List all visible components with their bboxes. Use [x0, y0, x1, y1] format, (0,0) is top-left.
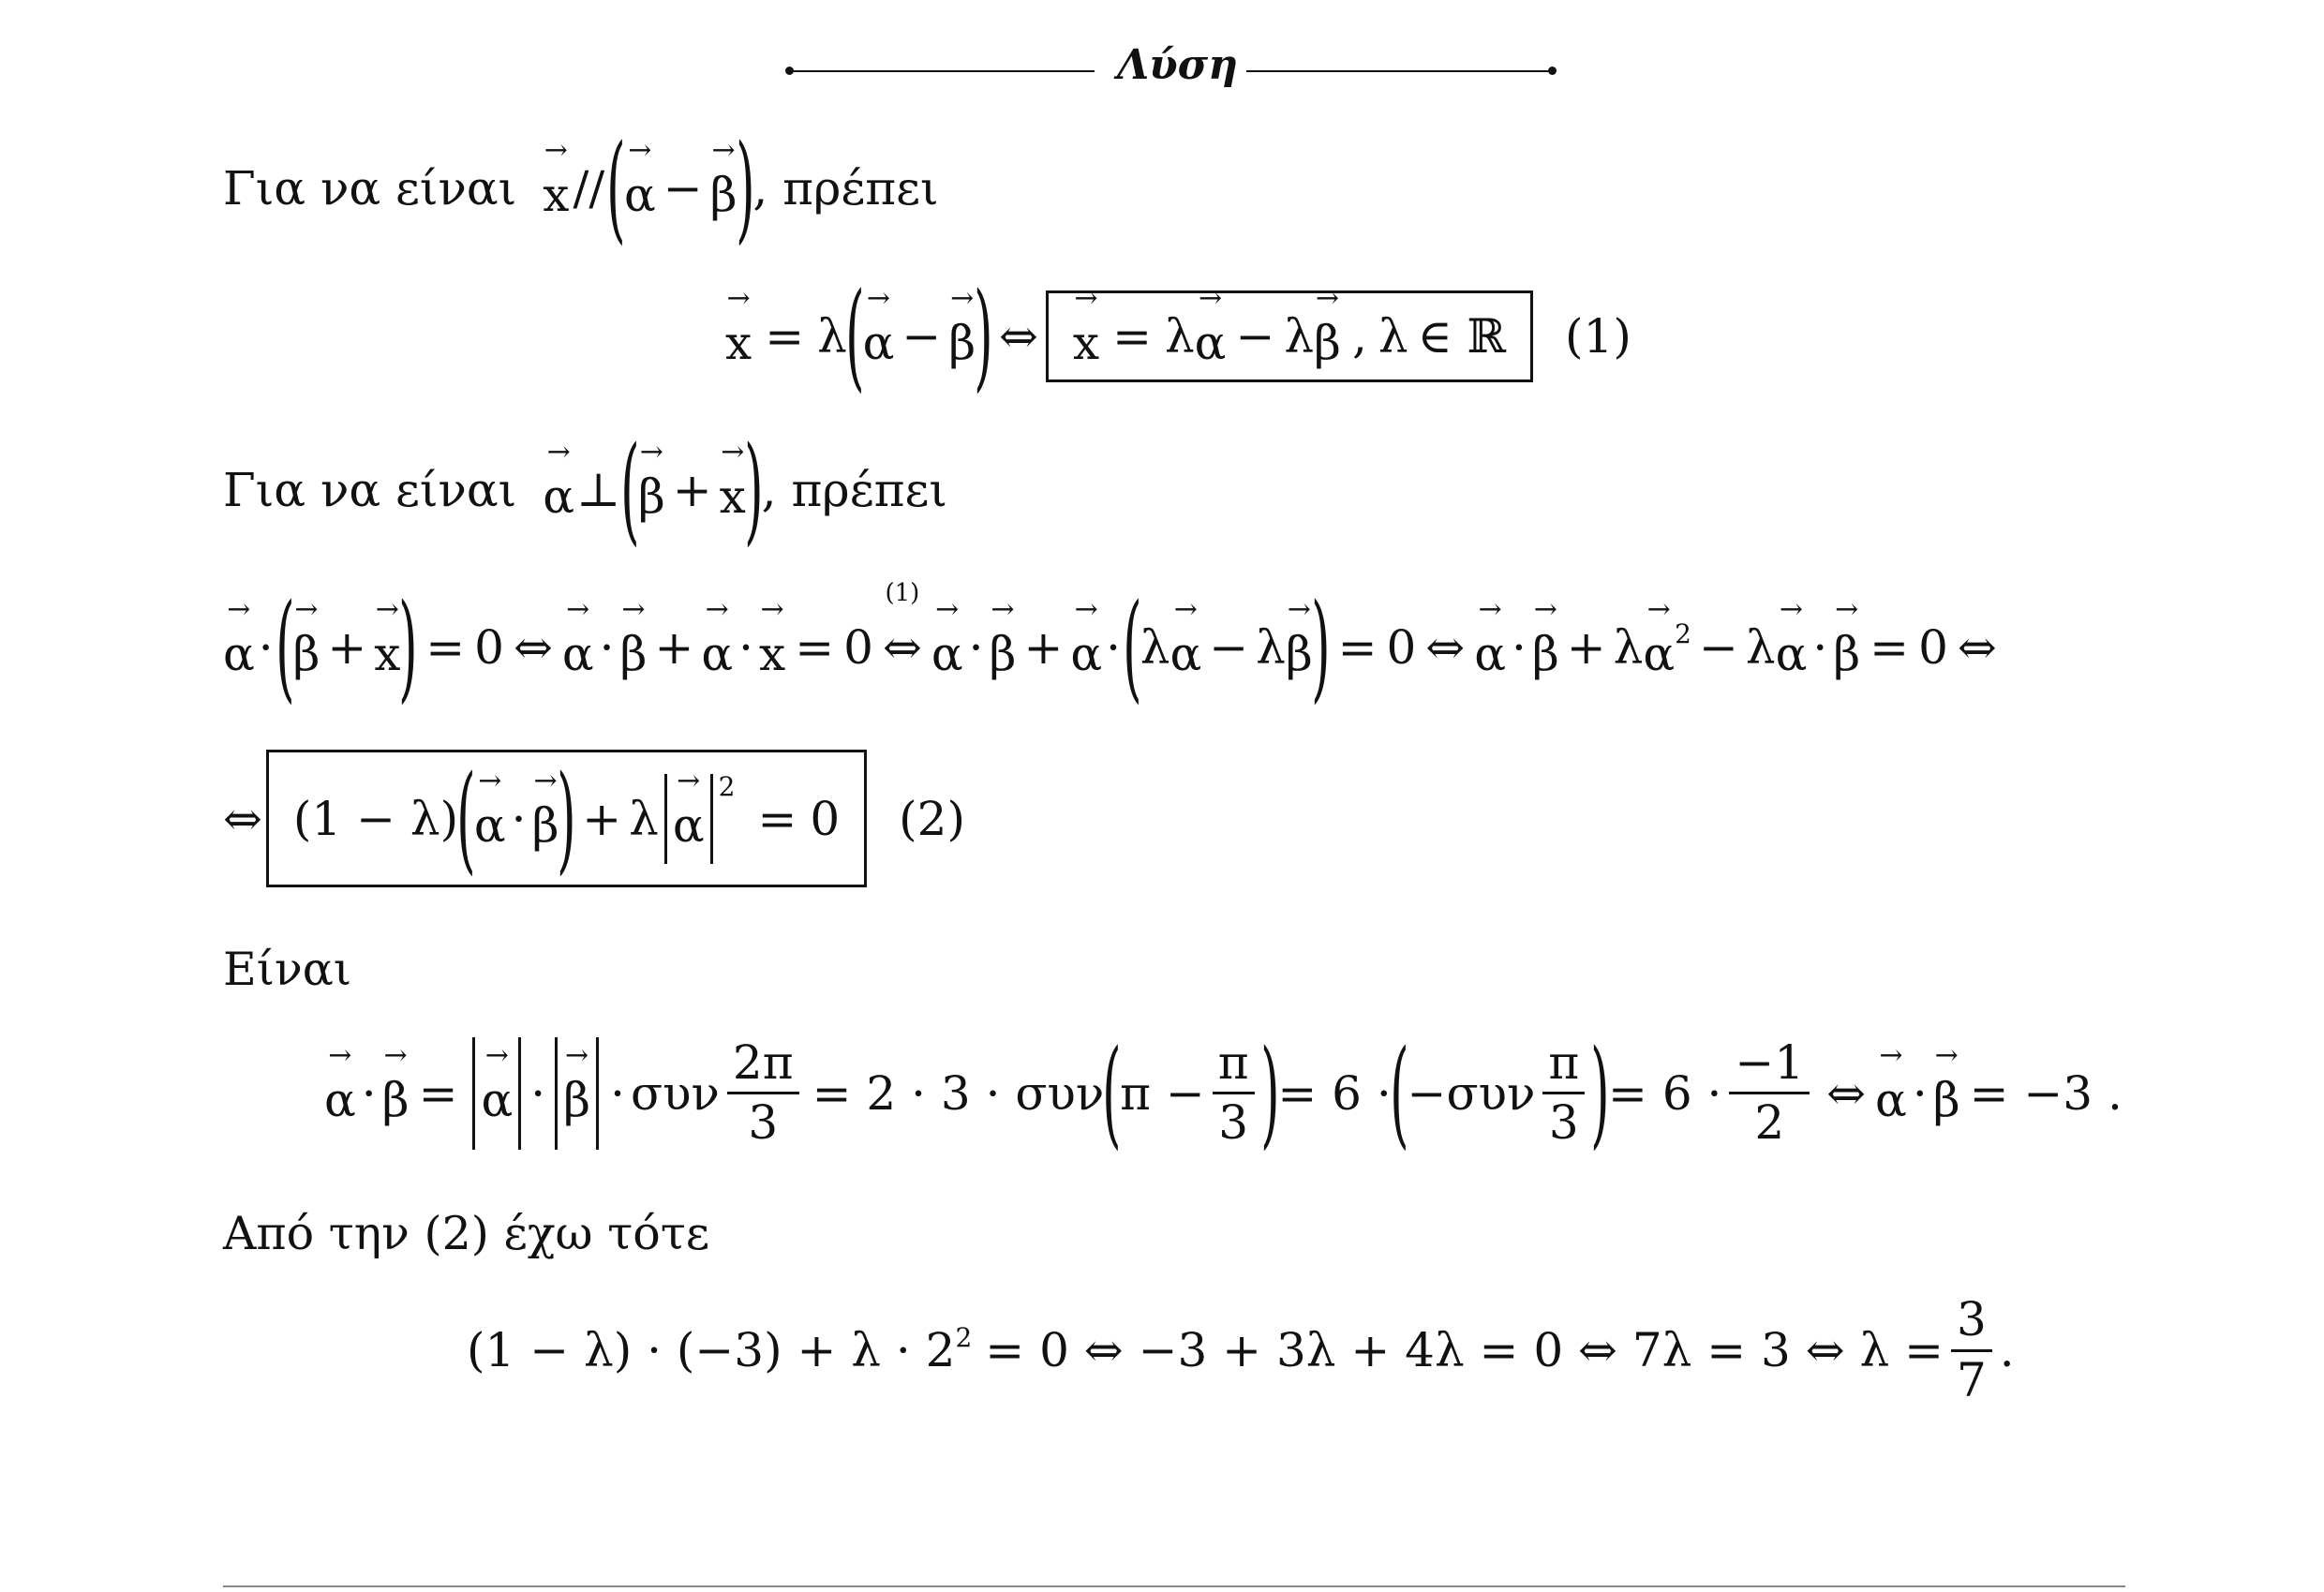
dot-op: ·: [530, 1065, 546, 1121]
paren-close: ): [744, 422, 764, 558]
vector-alpha: → α: [673, 785, 705, 853]
vector-x: → x: [725, 303, 752, 370]
final-lhs: (1 − λ) · (−3) + λ · 2: [467, 1323, 956, 1377]
boxed-result-1: [1046, 290, 1533, 382]
equals-sign: =: [757, 791, 797, 846]
lambda-symbol: λ: [1256, 619, 1286, 675]
iff-symbol: ⇔: [1425, 619, 1466, 675]
paren-close: ): [398, 579, 419, 715]
paren-open: (: [844, 268, 865, 404]
paren-open: (: [1102, 1025, 1122, 1161]
equals-6: = 6 ·: [1608, 1065, 1722, 1121]
lambda-symbol: λ: [1613, 619, 1644, 675]
period: .: [1999, 1323, 2015, 1377]
dot-op: ·: [1511, 619, 1527, 675]
equals-6: = 6 ·: [1277, 1065, 1392, 1121]
fraction-3-7: [1951, 1293, 1992, 1407]
dot-op: ·: [258, 619, 274, 675]
plus-sign: +: [327, 619, 367, 675]
vector-alpha: → α: [624, 155, 656, 222]
dot-op: ·: [738, 619, 754, 675]
numerator: 3: [1951, 1293, 1992, 1352]
paren-open: (: [275, 579, 295, 715]
vector-alpha: → α: [1474, 614, 1506, 681]
solution-heading: Λύση: [1117, 41, 1239, 89]
condition-parallel-line: [223, 120, 939, 256]
vector-alpha: → α: [931, 614, 963, 681]
vector-beta: → β: [292, 614, 320, 681]
heading-left-rule: [789, 70, 1095, 72]
final-equation: [467, 1293, 2015, 1407]
condition-perpendicular-line: [223, 422, 947, 558]
iff-symbol: ⇔: [513, 619, 553, 675]
vector-alpha: → α: [701, 614, 733, 681]
denominator: 7: [1956, 1352, 1987, 1407]
plus-sign: +: [1566, 619, 1606, 675]
plus-sign: +: [582, 791, 622, 846]
vector-beta: → β: [1833, 614, 1860, 681]
vector-beta: → β: [638, 456, 665, 524]
fraction-pi-3: [1213, 1036, 1255, 1151]
lambda-symbol: λ: [1745, 619, 1776, 675]
paren-close: ): [974, 268, 993, 404]
vector-x: → x: [374, 614, 400, 681]
text-einai: Είναι: [223, 943, 352, 996]
zero: 0: [843, 619, 873, 675]
exponent-2: 2: [1675, 618, 1691, 649]
vector-alpha: → α: [324, 1060, 356, 1127]
fraction-neg1-2: [1729, 1036, 1810, 1151]
equals-sign: =: [1870, 619, 1910, 675]
vector-alpha: → α: [1195, 303, 1227, 370]
vector-x: → x: [720, 456, 746, 524]
numerator: 2π: [727, 1036, 799, 1095]
text-from-2: Από την (2) έχω τότε: [223, 1207, 710, 1260]
denominator: 2: [1754, 1095, 1785, 1150]
parallel-symbol: //: [573, 160, 605, 216]
dot-op: ·: [511, 791, 527, 846]
iff-symbol: ⇔: [1826, 1065, 1867, 1121]
lambda-symbol: λ: [1284, 308, 1315, 364]
minus-sign: −: [1209, 619, 1249, 675]
norm-bar: [555, 1037, 558, 1150]
vector-alpha: → α: [1070, 614, 1102, 681]
vector-beta: → β: [990, 614, 1017, 681]
paren-close: ): [1259, 1025, 1280, 1161]
final-chain: = 0 ⇔ −3 + 3λ + 4λ = 0 ⇔ 7λ = 3 ⇔ λ =: [985, 1323, 1944, 1377]
norm-bar: [596, 1037, 599, 1150]
equals-sign: =: [418, 1065, 458, 1121]
vector-beta: → β: [948, 303, 976, 370]
norm-bar: [518, 1037, 521, 1150]
fraction-pi-3: [1542, 1036, 1585, 1151]
vector-beta: → β: [1286, 614, 1313, 681]
perp-symbol: ⊥: [576, 462, 621, 517]
boxed-result-2: [266, 750, 867, 887]
equals-sign: =: [795, 619, 835, 675]
lambda-symbol: λ: [629, 791, 659, 846]
paren-open: (: [606, 120, 626, 256]
paren-close: ): [1310, 579, 1331, 715]
neg-cos: −συν: [1407, 1065, 1536, 1121]
dot-op: ·: [1106, 619, 1122, 675]
norm-bar-right: [710, 774, 713, 864]
vector-beta: → β: [1532, 614, 1559, 681]
plus-sign: +: [672, 462, 712, 517]
zero: 0: [1918, 619, 1948, 675]
zero: 0: [810, 791, 841, 846]
vector-x: → x: [543, 155, 569, 222]
zero: 0: [474, 619, 504, 675]
one-minus-lambda: (1 − λ): [292, 791, 459, 846]
dot-product-computation: [324, 1025, 2123, 1161]
vector-beta: → β: [382, 1060, 410, 1127]
iff-symbol: ⇔: [1957, 619, 1997, 675]
iff-symbol: ⇔: [882, 619, 922, 675]
vector-alpha: → α: [1875, 1060, 1907, 1127]
norm-bar-left: [664, 774, 667, 864]
numerator: π: [1213, 1036, 1255, 1095]
minus-sign: −: [1698, 619, 1738, 675]
vector-beta: → β: [1933, 1060, 1960, 1127]
vector-x: → x: [759, 614, 785, 681]
iff-by-1: [882, 578, 922, 675]
vector-beta: → β: [563, 1060, 590, 1127]
lambda-symbol: λ: [1164, 308, 1195, 364]
vector-alpha: → α: [481, 1060, 513, 1127]
result-dot-product: = −3 .: [1969, 1065, 2123, 1121]
iff-symbol: ⇔: [998, 308, 1038, 364]
norm-bar: [472, 1037, 475, 1150]
plus-sign: +: [654, 619, 694, 675]
vector-beta: → β: [620, 614, 648, 681]
heading-right-rule: [1246, 70, 1552, 72]
lambda-symbol: λ: [1378, 308, 1408, 364]
plus-sign: +: [1023, 619, 1064, 675]
heading-right-dot: [1548, 67, 1557, 75]
paren-close: ): [735, 120, 755, 256]
dot-op: ·: [610, 1065, 625, 1121]
paren-open: (: [1389, 1025, 1409, 1161]
dot-op: ·: [599, 619, 615, 675]
equals-sign: =: [425, 619, 466, 675]
condition-perp-end: , πρέπει: [761, 462, 947, 517]
lambda-symbol: λ: [1140, 619, 1170, 675]
exponent-2: 2: [718, 771, 736, 802]
condition-parallel-text: Για να είναι: [223, 160, 517, 216]
equals-sign: =: [1112, 308, 1152, 364]
paren-close: ): [557, 751, 577, 886]
equation-2: [223, 750, 965, 887]
dot-op: ·: [1812, 619, 1828, 675]
vector-beta: → β: [532, 785, 559, 853]
equation-1: [725, 268, 1631, 404]
paren-close: ): [1590, 1025, 1610, 1161]
equation-tag-2: (2): [899, 791, 965, 846]
dot-op: ·: [968, 619, 984, 675]
equals-sign: =: [1337, 619, 1378, 675]
vector-alpha: → α: [1643, 614, 1675, 681]
vector-alpha: → α: [562, 614, 594, 681]
denominator: 3: [1218, 1095, 1249, 1150]
expr-2-3-cos: = 2 · 3 · συν: [812, 1065, 1105, 1121]
vector-alpha: → α: [863, 303, 895, 370]
denominator: 3: [748, 1095, 779, 1150]
paren-open: (: [1123, 579, 1142, 715]
comma: ,: [1351, 308, 1367, 364]
equals-sign: =: [765, 308, 805, 364]
lambda-symbol: λ: [817, 308, 847, 364]
vector-beta: → β: [710, 155, 737, 222]
vector-alpha: → α: [223, 614, 255, 681]
zero: 0: [1386, 619, 1417, 675]
condition-perp-text: Για να είναι: [223, 462, 517, 517]
in-reals: ∈ ℝ: [1417, 308, 1507, 364]
minus-sign: −: [663, 160, 703, 216]
vector-beta: → β: [1314, 303, 1341, 370]
vector-alpha: → α: [1170, 614, 1202, 681]
vector-alpha: → α: [474, 785, 506, 853]
iff-symbol: ⇔: [223, 791, 262, 846]
paren-open: (: [456, 751, 476, 886]
pi-minus: π −: [1120, 1065, 1205, 1121]
fraction-2pi-3: [727, 1036, 799, 1151]
cos-function: συν: [630, 1065, 720, 1121]
vector-x: → x: [1073, 303, 1099, 370]
minus-sign: −: [901, 308, 942, 364]
reference-1: (1): [885, 578, 920, 607]
derivation-line: [223, 578, 1997, 715]
exponent-2: 2: [955, 1321, 973, 1353]
dot-op: ·: [361, 1065, 377, 1121]
vector-alpha: → α: [543, 456, 574, 524]
minus-sign: −: [1235, 308, 1275, 364]
footer-rule: [223, 1585, 2125, 1587]
dot-op: ·: [1912, 1065, 1928, 1121]
numerator: π: [1542, 1036, 1585, 1095]
vector-alpha: → α: [1776, 614, 1808, 681]
denominator: 3: [1548, 1095, 1579, 1150]
condition-parallel-end: , πρέπει: [752, 160, 939, 216]
numerator: −1: [1729, 1036, 1810, 1095]
paren-open: (: [620, 422, 640, 558]
equation-tag-1: (1): [1565, 308, 1631, 364]
